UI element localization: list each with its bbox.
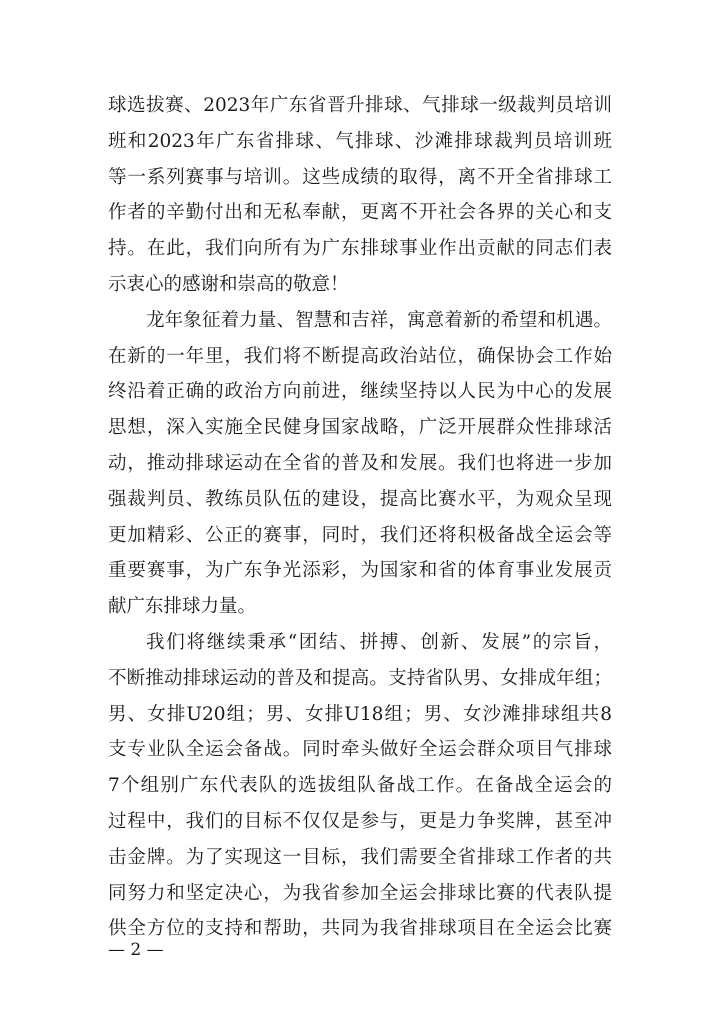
text-line: 供全方位的支持和帮助，共同为我省排球项目在全运会比赛 <box>108 918 612 940</box>
text-line: 7个组别广东代表队的选拔组队备战工作。在备战全运会的 <box>108 775 612 797</box>
text-line: 重要赛事，为广东争光添彩，为国家和省的体育事业发展贡 <box>108 560 612 582</box>
text-line: 击金牌。为了实现这一目标，我们需要全省排球工作者的共 <box>108 846 612 868</box>
text-line: 同努力和坚定决心，为我省参加全运会排球比赛的代表队提 <box>108 882 612 904</box>
text-line: 终沿着正确的政治方向前进，继续坚持以人民为中心的发展 <box>108 381 612 403</box>
page-number: — 2 — <box>108 940 164 960</box>
text-line: 示衷心的感谢和崇高的敬意！ <box>108 273 349 295</box>
text-line: 在新的一年里，我们将不断提高政治站位，确保协会工作始 <box>108 345 612 367</box>
text-line: 更加精彩、公正的赛事，同时，我们还将积极备战全运会等 <box>108 524 612 546</box>
text-line: 持。在此，我们向所有为广东排球事业作出贡献的同志们表 <box>108 238 612 260</box>
text-line: 思想，深入实施全民健身国家战略，广泛开展群众性排球活 <box>108 417 612 439</box>
text-line: 作者的辛勤付出和无私奉献，更离不开社会各界的关心和支 <box>108 202 612 224</box>
text-line: 支专业队全运会备战。同时牵头做好全运会群众项目气排球 <box>108 739 612 761</box>
text-line: 过程中，我们的目标不仅仅是参与，更是力争奖牌，甚至冲 <box>108 810 612 832</box>
text-line: 等一系列赛事与培训。这些成绩的取得，离不开全省排球工 <box>108 166 612 188</box>
text-line: 不断推动排球运动的普及和提高。支持省队男、女排成年组； <box>108 667 612 689</box>
text-line: 强裁判员、教练员队伍的建设，提高比赛水平，为观众呈现 <box>108 488 612 510</box>
text-line: 班和2023年广东省排球、气排球、沙滩排球裁判员培训班 <box>108 130 612 152</box>
text-line: 动，推动排球运动在全省的普及和发展。我们也将进一步加 <box>108 452 612 474</box>
document-body <box>108 88 612 947</box>
text-line: 献广东排球力量。 <box>108 596 257 618</box>
text-line: 球选拔赛、2023年广东省晋升排球、气排球一级裁判员培训 <box>108 95 612 116</box>
text-line: 龙年象征着力量、智慧和吉祥，寓意着新的希望和机遇。 <box>146 309 612 331</box>
text-line: 男、女排U20组；男、女排U18组；男、女沙滩排球组共8 <box>108 703 612 725</box>
text-line: 我们将继续秉承“团结、拼搏、创新、发展”的宗旨， <box>146 631 612 653</box>
